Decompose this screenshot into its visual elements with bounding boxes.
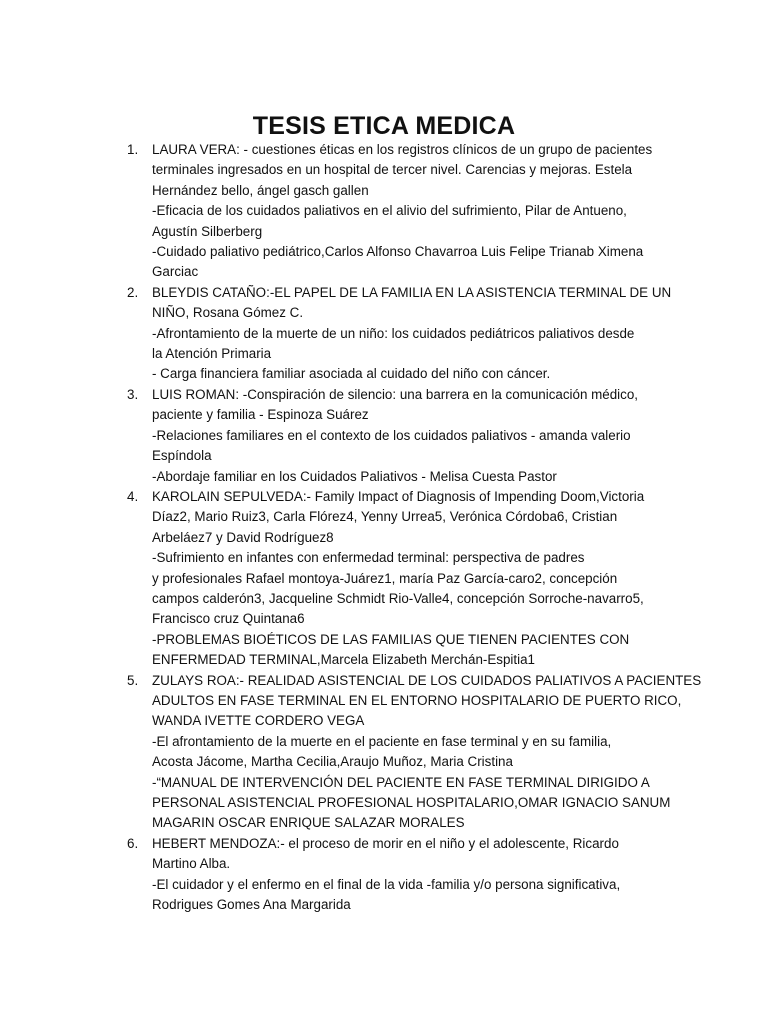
list-item (127, 140, 667, 283)
entry-line: Garciac (152, 264, 199, 280)
entry-line: Martino Alba. (152, 856, 231, 872)
entry-line: BLEYDIS CATAÑO:-EL PAPEL DE LA FAMILIA EN LA ASISTENCIA TERMINAL DE UN (152, 284, 672, 300)
entry-line: -Eficacia de los cuidados paliativos en el alivio del sufrimiento, Pilar de Antueno, (152, 203, 627, 219)
list-item (127, 283, 672, 385)
entry-line: Espíndola (152, 448, 212, 464)
entry-line: Rodrigues Gomes Ana Margarida (152, 897, 351, 913)
entry-line: Hernández bello, ángel gasch gallen (152, 182, 369, 198)
entry-line: campos calderón3, Jacqueline Schmidt Rio-Valle4, concepción Sorroche-navarro5, (152, 590, 644, 606)
thesis-list (127, 140, 702, 915)
list-number: 5. (127, 672, 139, 688)
entry-line: terminales ingresados en un hospital de tercer nivel. Carencias y mejoras. Estela (152, 162, 633, 178)
entry-line: -Afrontamiento de la muerte de un niño: los cuidados pediátricos paliativos desde (152, 325, 635, 341)
entry-line: -El afrontamiento de la muerte en el paciente en fase terminal y en su familia, (152, 733, 612, 749)
page-title: TESIS ETICA MEDICA (252, 111, 516, 140)
entry-line: - Carga financiera familiar asociada al cuidado del niño con cáncer. (152, 366, 551, 382)
entry-line: HEBERT MENDOZA:- el proceso de morir en el niño y el adolescente, Ricardo (152, 835, 619, 851)
entry-line: Arbeláez7 y David Rodríguez8 (152, 529, 334, 545)
entry-line: -Abordaje familiar en los Cuidados Paliativos - Melisa Cuesta Pastor (152, 468, 557, 484)
entry-line: NIÑO, Rosana Gómez C. (152, 305, 304, 321)
entry-line: -El cuidador y el enfermo en el final de la vida -familia y/o persona significativa, (152, 876, 621, 892)
list-item (127, 385, 667, 487)
entry-line: LAURA VERA: - cuestiones éticas en los registros clínicos de un grupo de pacientes (152, 142, 653, 157)
entry-line: Acosta Jácome, Martha Cecilia,Araujo Muñoz, Maria Cristina (152, 754, 513, 770)
list-number: 2. (127, 284, 139, 300)
entry-line: Díaz2, Mario Ruiz3, Carla Flórez4, Yenny Urrea5, Verónica Córdoba6, Cristian (152, 509, 618, 525)
entry-line: -Cuidado paliativo pediátrico,Carlos Alfonso Chavarroa Luis Felipe Trianab Ximena (152, 244, 644, 260)
list-number: 6. (127, 835, 139, 851)
entry-line: ADULTOS EN FASE TERMINAL EN EL ENTORNO HOSPITALARIO DE PUERTO RICO, (152, 692, 682, 708)
list-item (127, 487, 667, 671)
entry-line: ENFERMEDAD TERMINAL,Marcela Elizabeth Merchán-Espitia1 (152, 652, 535, 668)
list-number: 3. (127, 386, 139, 402)
entry-line: paciente y familia - Espinoza Suárez (152, 407, 369, 423)
list-number: 1. (127, 142, 139, 157)
entry-line: Agustín Silberberg (152, 223, 263, 239)
entry-line: PERSONAL ASISTENCIAL PROFESIONAL HOSPITALARIO,OMAR IGNACIO SANUM (152, 795, 671, 810)
entry-line: MAGARIN OSCAR ENRIQUE SALAZAR MORALES (152, 815, 465, 831)
entry-line: la Atención Primaria (152, 346, 272, 362)
entry-line: -PROBLEMAS BIOÉTICOS DE LAS FAMILIAS QUE TIENEN PACIENTES CON (152, 631, 630, 647)
entry-line: -“MANUAL DE INTERVENCIÓN DEL PACIENTE EN FASE TERMINAL DIRIGIDO A (152, 774, 650, 790)
entry-line: LUIS ROMAN: -Conspiración de silencio: una barrera en la comunicación médico, (152, 386, 639, 402)
list-item (127, 834, 667, 916)
entry-line: WANDA IVETTE CORDERO VEGA (152, 713, 365, 729)
entry-line: -Relaciones familiares en el contexto de los cuidados paliativos - amanda valerio (152, 427, 631, 443)
entry-line: y profesionales Rafael montoya-Juárez1, maría Paz García-caro2, concepción (152, 570, 618, 586)
entry-line: Francisco cruz Quintana6 (152, 611, 305, 627)
entry-line: -Sufrimiento en infantes con enfermedad terminal: perspectiva de padres (152, 550, 585, 566)
list-item (127, 671, 702, 834)
entry-line: ZULAYS ROA:- REALIDAD ASISTENCIAL DE LOS CUIDADOS PALIATIVOS A PACIENTES (152, 672, 702, 688)
entry-line: KAROLAIN SEPULVEDA:- Family Impact of Diagnosis of Impending Doom,Victoria (152, 488, 645, 504)
list-number: 4. (127, 488, 139, 504)
